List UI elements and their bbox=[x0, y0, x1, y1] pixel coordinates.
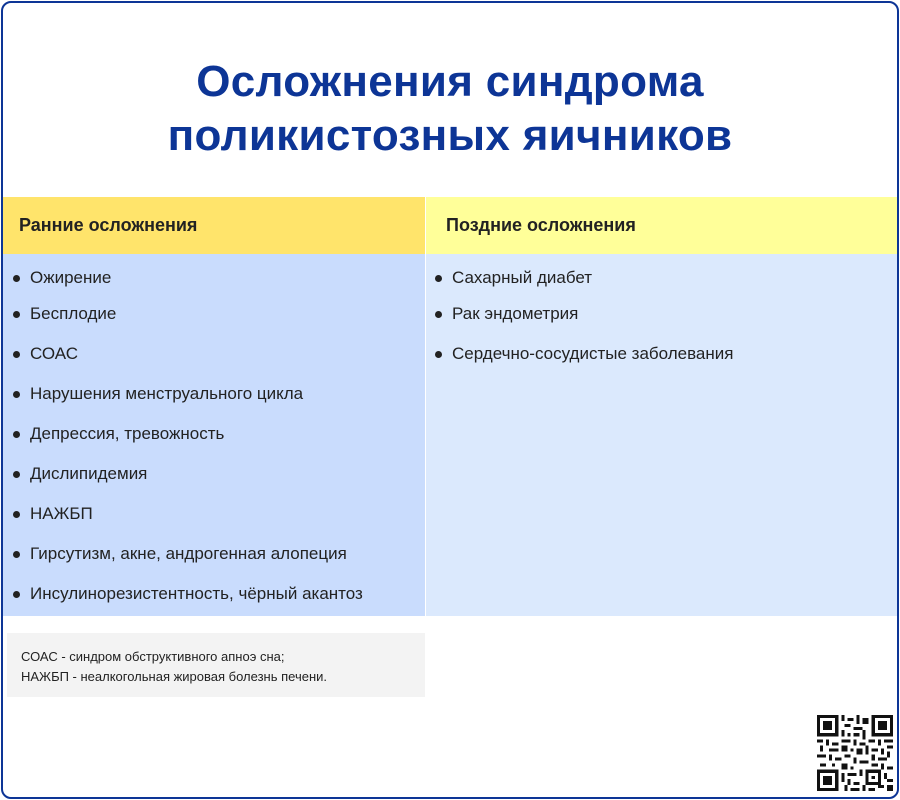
page-title bbox=[3, 55, 897, 163]
bullet-icon bbox=[435, 275, 442, 282]
list-item bbox=[3, 303, 116, 325]
list-item-text: Сахарный диабет bbox=[452, 268, 593, 287]
early-complications-header bbox=[3, 197, 425, 254]
bullet-icon bbox=[13, 391, 20, 398]
bullet-icon bbox=[13, 351, 20, 358]
bullet-icon bbox=[13, 591, 20, 598]
list-item-text: Гирсутизм, акне, андрогенная алопеция bbox=[30, 544, 347, 563]
list-item bbox=[3, 423, 224, 445]
list-item-text: Бесплодие bbox=[30, 304, 117, 323]
abbreviations-note bbox=[7, 633, 425, 697]
list-item-text: Нарушения менструального цикла bbox=[30, 384, 304, 403]
bullet-icon bbox=[435, 351, 442, 358]
note-line-soas: СОАС - синдром обструктивного апноэ сна; bbox=[21, 649, 285, 664]
early-header-label: Ранние осложнения bbox=[19, 215, 198, 235]
list-item-text: СОАС bbox=[30, 344, 78, 363]
list-item bbox=[3, 543, 347, 565]
list-item bbox=[3, 383, 303, 405]
list-item bbox=[426, 267, 592, 289]
infographic-frame bbox=[1, 1, 899, 799]
list-item-text: Сердечно-сосудистые заболевания bbox=[452, 344, 734, 363]
list-item bbox=[3, 583, 363, 605]
list-item-text: Инсулинорезистентность, чёрный акантоз bbox=[30, 584, 363, 603]
late-complications-header bbox=[426, 197, 897, 254]
early-complications-list bbox=[3, 254, 425, 616]
list-item-text: Ожирение bbox=[30, 268, 112, 287]
qr-code-icon bbox=[817, 715, 893, 791]
bullet-icon bbox=[13, 511, 20, 518]
list-item-text: Депрессия, тревожность bbox=[30, 424, 225, 443]
bullet-icon bbox=[13, 431, 20, 438]
title-line-1: Осложнения синдрома bbox=[196, 57, 704, 106]
list-item bbox=[3, 503, 93, 525]
bullet-icon bbox=[13, 311, 20, 318]
late-complications-list bbox=[426, 254, 897, 616]
bullet-icon bbox=[13, 275, 20, 282]
list-item-text: Рак эндометрия bbox=[452, 304, 579, 323]
list-item bbox=[3, 343, 78, 365]
bullet-icon bbox=[13, 551, 20, 558]
title-line-2: поликистозных яичников bbox=[167, 111, 733, 160]
bullet-icon bbox=[435, 311, 442, 318]
list-item bbox=[426, 343, 733, 365]
list-item-text: Дислипидемия bbox=[30, 464, 148, 483]
list-item bbox=[3, 463, 147, 485]
late-header-label: Поздние осложнения bbox=[446, 215, 636, 235]
note-line-nazhbp: НАЖБП - неалкогольная жировая болезнь печени. bbox=[21, 669, 327, 684]
list-item bbox=[3, 267, 111, 289]
list-item bbox=[426, 303, 578, 325]
list-item-text: НАЖБП bbox=[30, 504, 93, 523]
bullet-icon bbox=[13, 471, 20, 478]
